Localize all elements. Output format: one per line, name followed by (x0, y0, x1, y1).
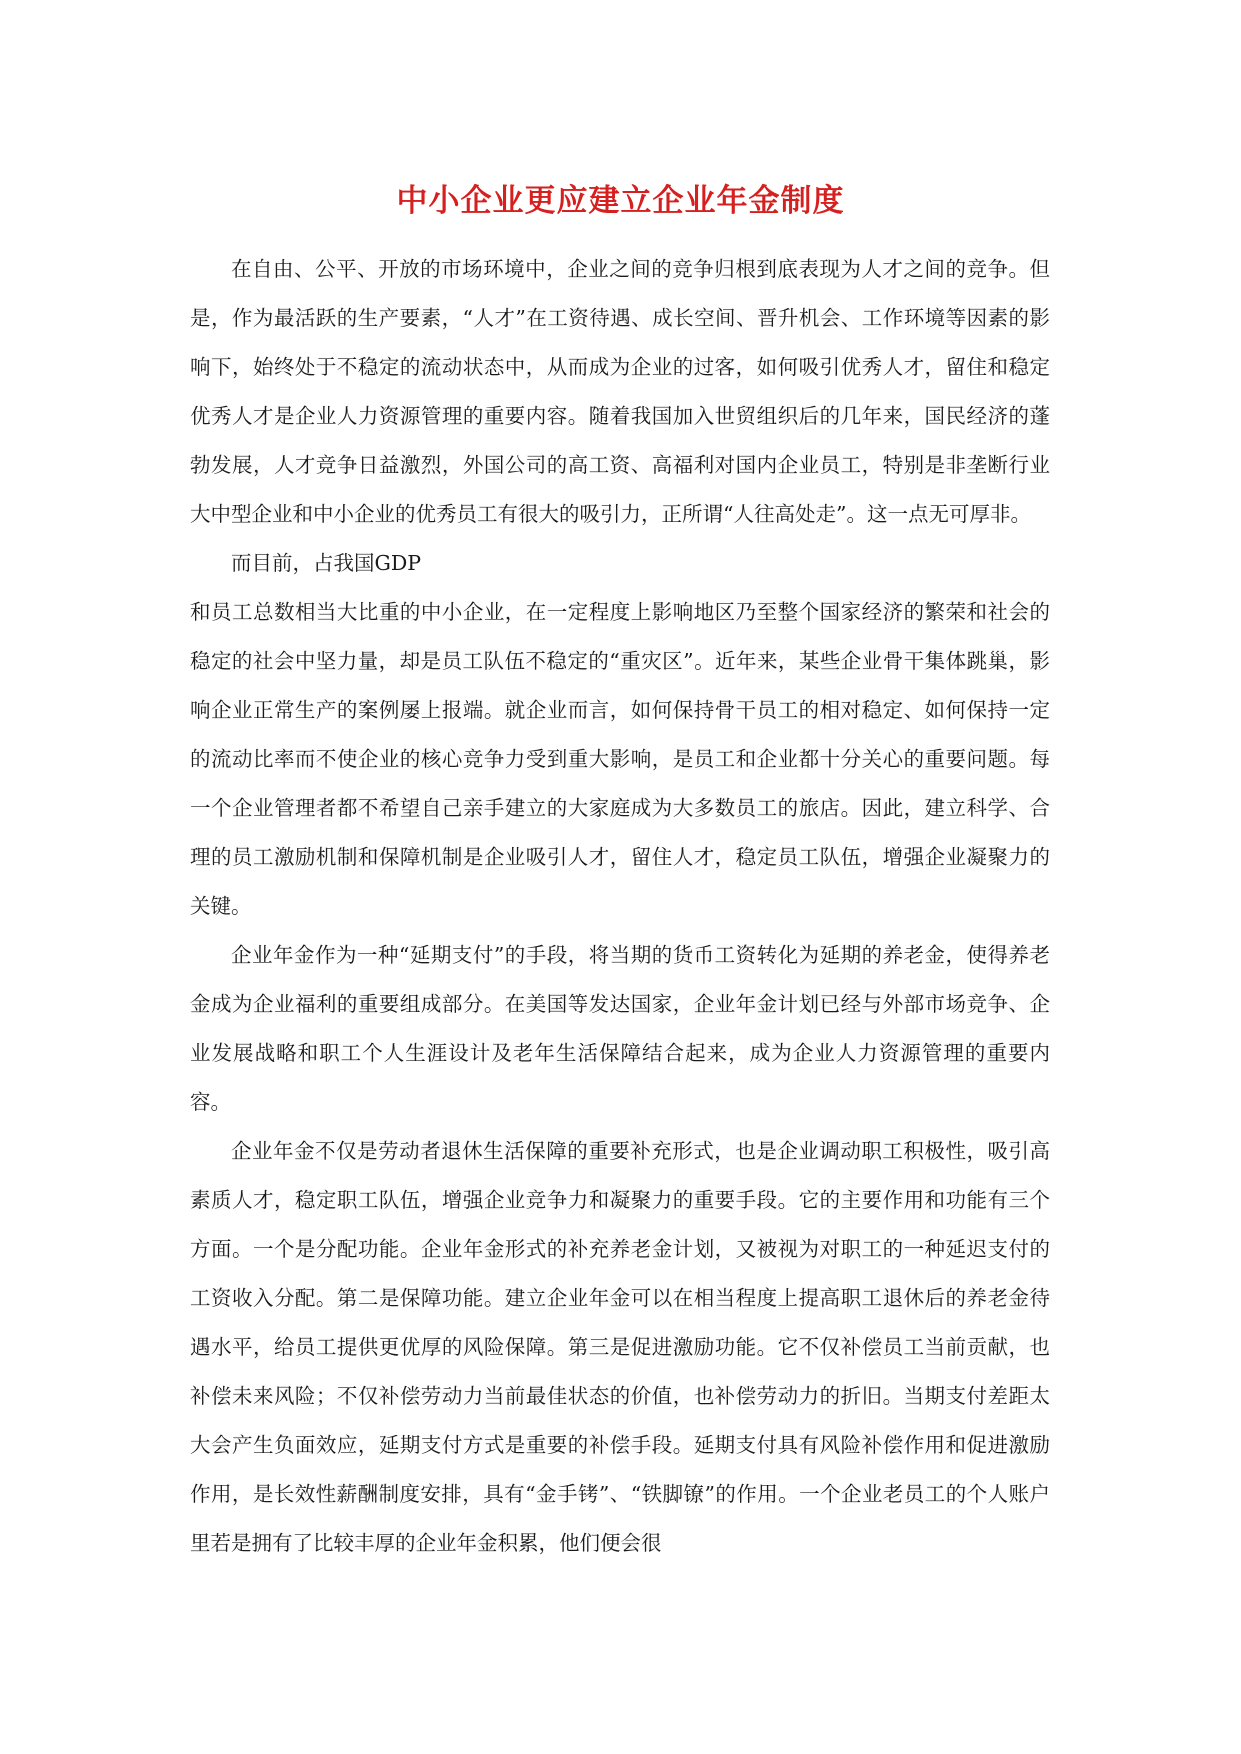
paragraph-talent-competition: 在自由、公平、开放的市场环境中，企业之间的竞争归根到底表现为人才之间的竞争。但是，作为最活跃的生产要素，“人才”在工资待遇、成长空间、晋升机会、工作环境等因素的影响下，始终处于不稳定的流动状态中，从而成为企业的过客，如何吸引优秀人才，留住和稳定优秀人才是企业人力资源管理的重要内容。随着我国加入世贸组织后的几年来，国民经济的蓬勃发展，人才竞争日益激烈，外国公司的高工资、高福利对国内企业员工，特别是非垄断行业大中型企业和中小企业的优秀员工有很大的吸引力，正所谓“人往高处走”。这一点无可厚非。 (190, 257, 1050, 526)
document-title: 中小企业更应建立企业年金制度 (396, 182, 845, 219)
paragraph-gdp-intro: 而目前，占我国GDP (231, 551, 422, 575)
paragraph-annuity-functions: 企业年金不仅是劳动者退休生活保障的重要补充形式，也是企业调动职工积极性，吸引高素质人才，稳定职工队伍，增强企业竞争力和凝聚力的重要手段。它的主要作用和功能有三个方面。一个是分配功能。企业年金形式的补充养老金计划，又被视为对职工的一种延迟支付的工资收入分配。第二是保障功能。建立企业年金可以在相当程度上提高职工退休后的养老金待遇水平，给员工提供更优厚的风险保障。第三是促进激励功能。它不仅补偿员工当前贡献，也补偿未来风险；不仅补偿劳动力当前最佳状态的价值，也补偿劳动力的折旧。当期支付差距太大会产生负面效应，延期支付方式是重要的补偿手段。延期支付具有风险补偿作用和促进激励作用，是长效性薪酬制度安排，具有“金手铐”、“铁脚镣”的作用。一个企业老员工的个人账户里若是拥有了比较丰厚的企业年金积累，他们便会很 (190, 1139, 1050, 1555)
paragraph-sme-instability: 和员工总数相当大比重的中小企业，在一定程度上影响地区乃至整个国家经济的繁荣和社会的稳定的社会中坚力量，却是员工队伍不稳定的“重灾区”。近年来，某些企业骨干集体跳巢，影响企业正常生产的案例屡上报端。就企业而言，如何保持骨干员工的相对稳定、如何保持一定的流动比率而不使企业的核心竞争力受到重大影响，是员工和企业都十分关心的重要问题。每一个企业管理者都不希望自己亲手建立的大家庭成为大多数员工的旅店。因此，建立科学、合理的员工激励机制和保障机制是企业吸引人才，留住人才，稳定员工队伍，增强企业凝聚力的关键。 (190, 600, 1050, 918)
document-body (190, 245, 1050, 1568)
paragraph-deferred-payment: 企业年金作为一种“延期支付”的手段，将当期的货币工资转化为延期的养老金，使得养老金成为企业福利的重要组成部分。在美国等发达国家，企业年金计划已经与外部市场竞争、企业发展战略和职工个人生涯设计及老年生活保障结合起来，成为企业人力资源管理的重要内容。 (190, 943, 1050, 1114)
